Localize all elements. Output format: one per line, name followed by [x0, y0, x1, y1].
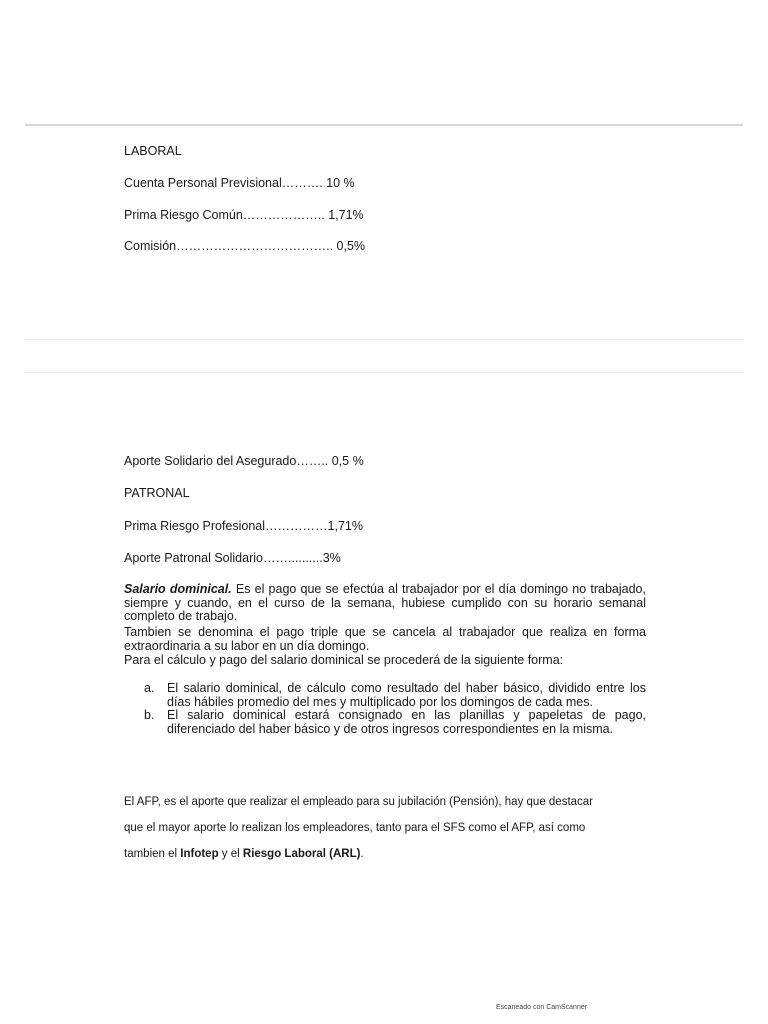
list-marker: b. [144, 708, 155, 722]
salario-title: Salario dominical. [124, 582, 232, 596]
salario-paragraph-1 [124, 583, 646, 624]
page-divider-top [25, 124, 743, 126]
salario-list [144, 682, 646, 736]
laboral-item-comision: Comisión……………………………….. 0,5% [124, 239, 366, 253]
afp-riesgo-laboral: Riesgo Laboral (ARL) [242, 848, 361, 860]
patronal-item-prima-riesgo: Prima Riesgo Profesional……………1,71% [124, 519, 363, 533]
list-marker: a. [144, 681, 155, 695]
afp-line-3 [124, 848, 364, 860]
afp-line-3-mid: y el [218, 848, 243, 860]
afp-line-2: que el mayor aporte lo realizan los empleadores, tanto para el SFS como el AFP, así como [124, 822, 586, 834]
afp-infotep: Infotep [180, 848, 219, 860]
patronal-heading: PATRONAL [124, 486, 190, 500]
salario-paragraph-2: Tambien se denomina el pago triple que se cancela al trabajador que realiza en forma extraordinaria a su labor en un día domingo. [124, 625, 646, 653]
list-item-text: El salario dominical, de cálculo como resultado del haber básico, dividido entre los días hábiles promedio del mes y multiplicado por los domingos de cada mes. [167, 681, 646, 709]
list-item [144, 709, 646, 736]
aporte-solidario-line: Aporte Solidario del Asegurado…….. 0,5 % [124, 454, 364, 468]
list-item [144, 682, 646, 709]
salario-definition: Es el pago que se efectúa al trabajador por el día domingo no trabajado, siempre y cuando, en el curso de la semana, hubiese cumplido con su horario semanal completo de trabajo. [124, 582, 646, 623]
salario-paragraph-3: Para el cálculo y pago del salario dominical se procederá de la siguiente forma: [124, 653, 564, 667]
patronal-item-aporte-patronal: Aporte Patronal Solidario……..........3% [124, 551, 341, 565]
list-item-text: El salario dominical estará consignado en las planillas y papeletas de pago, diferenciado del haber básico y de otros ingresos correspondientes en la misma. [167, 708, 646, 736]
laboral-item-prima-riesgo: Prima Riesgo Común……………….. 1,71% [124, 208, 364, 222]
afp-line-3-end: . [360, 848, 364, 860]
afp-line-1: El AFP, es el aporte que realizar el empleado para su jubilación (Pensión), hay que destacar [124, 796, 594, 808]
page-divider-middle-2 [25, 372, 743, 373]
page-divider-middle-1 [25, 339, 743, 340]
afp-line-3-prefix: tambien el [124, 848, 181, 860]
laboral-item-cuenta-personal: Cuenta Personal Previsional………. 10 % [124, 176, 355, 190]
scanner-footer: Escaneado con CamScanner [496, 1004, 588, 1011]
laboral-heading: LABORAL [124, 144, 182, 158]
